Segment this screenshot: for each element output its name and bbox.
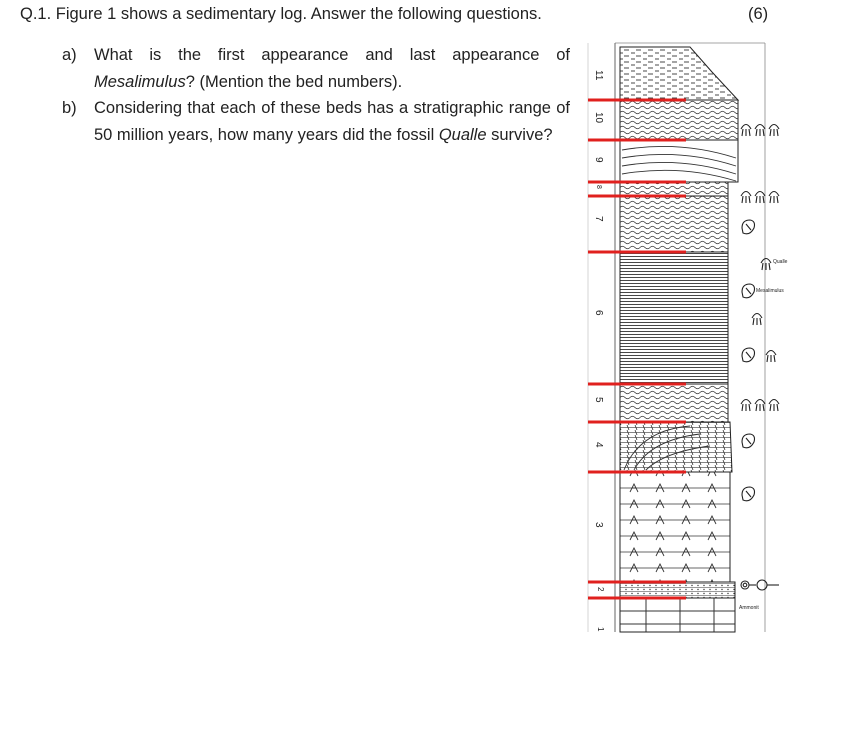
qualle-icon [755, 125, 765, 137]
question-a-text: What is the first appearance and last appearance of [94, 46, 570, 64]
qualle-icon [766, 351, 776, 363]
bed-number-3: 3 [593, 522, 604, 528]
qualle-icon [769, 192, 779, 204]
bed-number-9: 9 [593, 157, 604, 163]
qualle-icon [741, 400, 751, 412]
bed-3 [620, 472, 730, 582]
bed-11 [620, 47, 738, 100]
qualle-icon [769, 125, 779, 137]
bed-6 [620, 252, 728, 384]
mesalimulus-icon [742, 487, 755, 501]
mesalimulus-fossil-icons [742, 220, 755, 501]
bed-2 [620, 582, 735, 598]
qualle-icon [741, 125, 751, 137]
qualle-label: Qualle [773, 259, 788, 265]
bed-1 [620, 598, 735, 632]
ammonite-fossil-icons [741, 580, 779, 590]
bed-9 [620, 140, 738, 182]
mesalimulus-icon [742, 434, 755, 448]
question-title: Q.1. Figure 1 shows a sedimentary log. Answer the following questions. [20, 5, 542, 23]
bed-4 [620, 422, 732, 472]
question-b-text: Considering that each of these beds has a stratigraphic range of 50 million years, how many years did the fossil [94, 99, 570, 144]
qualle-icon [755, 192, 765, 204]
mesalimulus-label: Mesalimulus [756, 288, 784, 294]
bed-number-4: 4 [593, 442, 604, 448]
qualle-icon [769, 400, 779, 412]
question-b-label: b) [62, 99, 77, 117]
bed-number-6: 6 [593, 310, 604, 316]
bed-8 [620, 182, 728, 196]
qualle-icon [741, 192, 751, 204]
ammonite-icon [757, 580, 767, 590]
bed-7 [620, 196, 728, 252]
qualle-icon [755, 400, 765, 412]
qualle-icon [752, 314, 762, 326]
qualle-fossil-icons [741, 125, 779, 412]
bed-5 [620, 384, 728, 422]
question-marks: (6) [748, 5, 769, 23]
bed-number-7: 7 [593, 216, 604, 222]
bed-number-1: 1 [596, 627, 605, 632]
ammonite-icon [741, 581, 749, 589]
qualle-icon [761, 259, 771, 271]
mesalimulus-icon [742, 348, 755, 362]
mesalimulus-icon [742, 220, 755, 234]
bed-number-10: 10 [593, 112, 604, 124]
question-b-taxon: Qualle [438, 125, 487, 144]
mesalimulus-icon [742, 284, 755, 298]
question-a-taxon: Mesalimulus [94, 72, 186, 91]
bed-number-11: 11 [593, 70, 604, 81]
bed-number-5: 5 [593, 397, 604, 403]
ammonit-label: Ammonit [739, 605, 759, 611]
bed-number-8: 8 [595, 185, 602, 189]
question-a-label: a) [62, 46, 77, 64]
ammonite-icon [743, 583, 747, 587]
bed-number-2: 2 [596, 587, 605, 592]
question-a-text-end: ? (Mention the bed numbers). [185, 72, 403, 91]
bed-10 [620, 100, 738, 140]
question-b-text-end: survive? [486, 125, 553, 144]
bed-number-labels [593, 70, 605, 632]
